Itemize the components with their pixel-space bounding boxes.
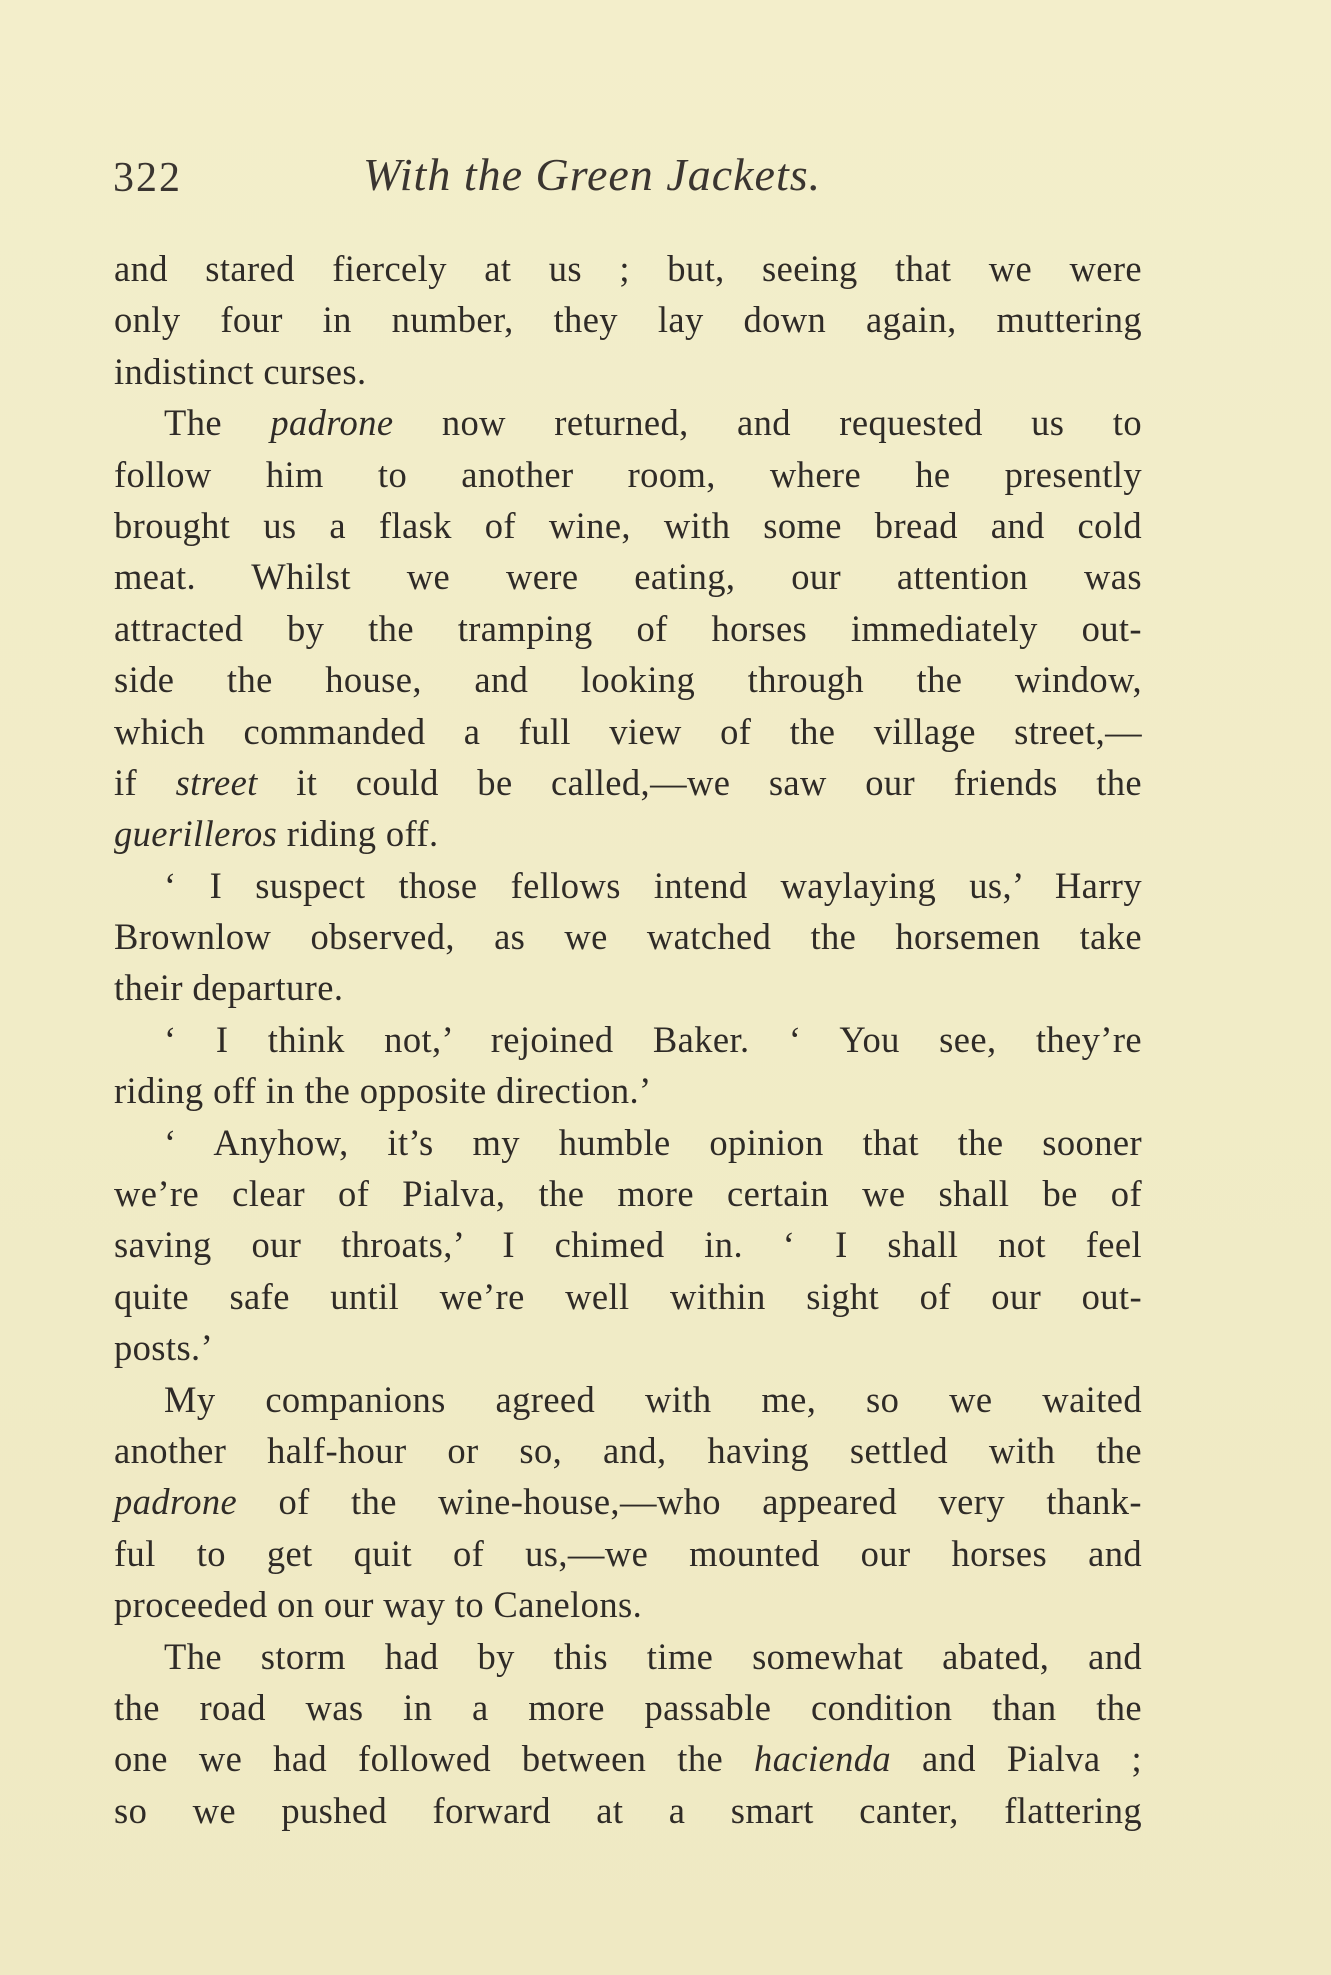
italic-term: hacienda bbox=[754, 1738, 892, 1780]
text-line: ‘ Anyhow, it’s my humble opinion that the sooner bbox=[164, 1121, 1142, 1163]
text-line: ful to get quit of us,—we mounted our horses and bbox=[114, 1532, 1142, 1574]
text-line bbox=[114, 1476, 1142, 1527]
text-line bbox=[114, 757, 1142, 808]
text-line: My companions agreed with me, so we waited bbox=[164, 1378, 1142, 1420]
page-number: 322 bbox=[113, 155, 182, 201]
italic-term: street bbox=[175, 761, 258, 803]
text-line: attracted by the tramping of horses immediately out- bbox=[114, 607, 1142, 649]
text-line bbox=[114, 1733, 1142, 1784]
text-line: proceeded on our way to Canelons. bbox=[114, 1584, 643, 1626]
text-line: follow him to another room, where he presently bbox=[114, 453, 1142, 495]
text-line bbox=[114, 397, 1142, 448]
text-line: another half-hour or so, and, having settled with the bbox=[114, 1429, 1142, 1471]
text-line: and stared fiercely at us ; but, seeing that we were bbox=[114, 248, 1142, 289]
text-line: indistinct curses. bbox=[114, 350, 367, 392]
text-line: posts.’ bbox=[114, 1327, 214, 1369]
text-line-segment: of the wine-house,—who appeared very thank- bbox=[237, 1481, 1142, 1523]
text-line-segment: riding off. bbox=[277, 813, 439, 855]
text-line-segment: and Pialva ; bbox=[891, 1738, 1142, 1780]
text-line: we’re clear of Pialva, the more certain we shall be of bbox=[114, 1173, 1142, 1215]
text-line-segment: The bbox=[164, 402, 271, 444]
text-line: Brownlow observed, as we watched the horsemen take bbox=[114, 916, 1142, 958]
text-line: ‘ I think not,’ rejoined Baker. ‘ You see, they’re bbox=[164, 1018, 1142, 1060]
text-line: ‘ I suspect those fellows intend waylaying us,’ Harry bbox=[164, 864, 1142, 906]
italic-term: padrone bbox=[270, 402, 394, 444]
running-title: With the Green Jackets. bbox=[363, 149, 822, 200]
text-line-segment: it could be called,—we saw our friends the bbox=[257, 761, 1142, 803]
text-line-segment: now returned, and requested us to bbox=[393, 402, 1142, 444]
text-line: brought us a flask of wine, with some bread and cold bbox=[114, 504, 1142, 546]
text-line: the road was in a more passable condition than the bbox=[114, 1686, 1142, 1728]
body-text bbox=[114, 243, 1142, 1836]
text-line: quite safe until we’re well within sight of our out- bbox=[114, 1275, 1142, 1317]
text-line: riding off in the opposite direction.’ bbox=[114, 1070, 652, 1112]
text-line: The storm had by this time somewhat abated, and bbox=[164, 1635, 1142, 1677]
italic-term: padrone bbox=[114, 1481, 238, 1523]
text-line: which commanded a full view of the village street,— bbox=[114, 710, 1142, 752]
text-line: side the house, and looking through the window, bbox=[114, 659, 1142, 701]
text-line: only four in number, they lay down again, muttering bbox=[114, 299, 1142, 341]
text-line: saving our throats,’ I chimed in. ‘ I shall not feel bbox=[114, 1224, 1142, 1266]
text-line-segment: one we had followed between the bbox=[114, 1738, 755, 1780]
text-line: their departure. bbox=[114, 967, 344, 1009]
page-header bbox=[113, 148, 1143, 208]
text-line bbox=[114, 808, 1142, 859]
text-line-segment: if bbox=[114, 761, 176, 803]
text-line: meat. Whilst we were eating, our attention was bbox=[114, 556, 1142, 598]
italic-term: guerilleros bbox=[114, 813, 278, 855]
text-line: so we pushed forward at a smart canter, flattering bbox=[114, 1789, 1142, 1831]
